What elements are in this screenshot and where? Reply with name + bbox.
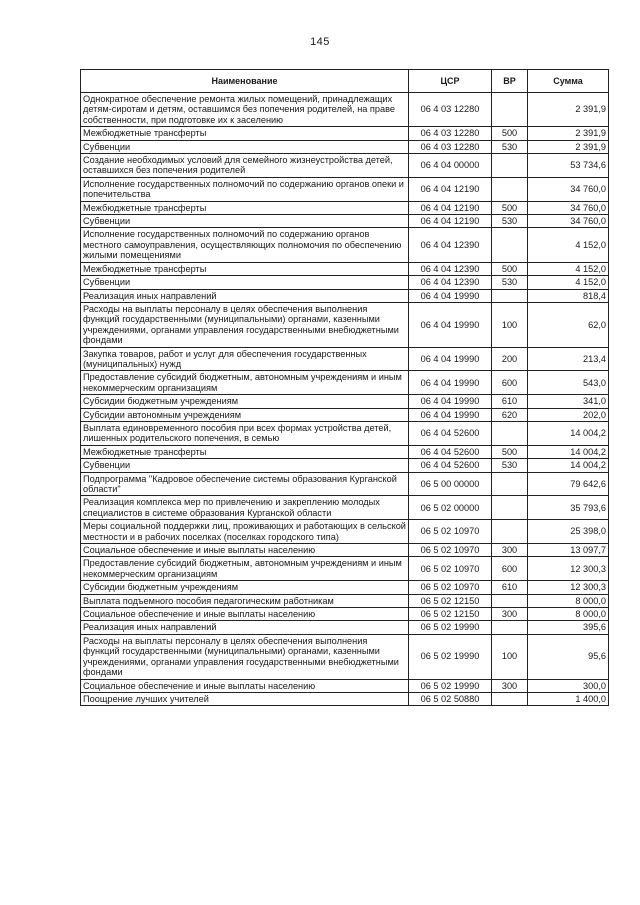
cell-name: Межбюджетные трансферты (81, 262, 409, 275)
cell-sum: 4 152,0 (528, 228, 609, 262)
table-row (81, 177, 609, 201)
table-row (81, 408, 609, 421)
cell-sum: 35 793,6 (528, 496, 609, 520)
table-row (81, 459, 609, 472)
table-row (81, 472, 609, 496)
cell-vr (492, 692, 528, 705)
cell-csr: 06 4 04 19990 (409, 371, 492, 395)
table-row (81, 621, 609, 634)
header-name: Наименование (81, 70, 409, 93)
cell-name: Реализация иных направлений (81, 621, 409, 634)
cell-vr (492, 154, 528, 178)
cell-sum: 14 004,2 (528, 421, 609, 445)
cell-sum: 34 760,0 (528, 215, 609, 228)
cell-csr: 06 4 04 12390 (409, 262, 492, 275)
cell-csr: 06 4 04 19990 (409, 289, 492, 302)
cell-sum: 2 391,9 (528, 140, 609, 153)
cell-name: Субвенции (81, 276, 409, 289)
cell-sum: 25 398,0 (528, 520, 609, 544)
cell-vr: 530 (492, 459, 528, 472)
cell-csr: 06 5 02 19990 (409, 679, 492, 692)
cell-sum: 34 760,0 (528, 177, 609, 201)
cell-name: Субсидии бюджетным учреждениям (81, 395, 409, 408)
cell-vr: 100 (492, 302, 528, 347)
cell-vr: 600 (492, 557, 528, 581)
cell-csr: 06 4 04 12190 (409, 201, 492, 214)
cell-sum: 8 000,0 (528, 608, 609, 621)
cell-vr: 610 (492, 581, 528, 594)
cell-vr (492, 177, 528, 201)
table-row (81, 371, 609, 395)
cell-vr: 300 (492, 608, 528, 621)
table-row (81, 544, 609, 557)
cell-csr: 06 5 02 12150 (409, 594, 492, 607)
cell-name: Субсидии автономным учреждениям (81, 408, 409, 421)
cell-name: Реализация комплекса мер по привлечению и закреплению молодых специалистов в системе образования Курганской области (81, 496, 409, 520)
table-row (81, 276, 609, 289)
cell-vr: 500 (492, 127, 528, 140)
table-row (81, 496, 609, 520)
cell-sum: 1 400,0 (528, 692, 609, 705)
cell-name: Предоставление субсидий бюджетным, автономным учреждениям и иным некоммерческим организациям (81, 557, 409, 581)
cell-csr: 06 4 04 19990 (409, 302, 492, 347)
cell-sum: 2 391,9 (528, 127, 609, 140)
cell-vr: 610 (492, 395, 528, 408)
cell-name: Субвенции (81, 215, 409, 228)
cell-vr: 200 (492, 347, 528, 371)
cell-vr: 530 (492, 276, 528, 289)
cell-csr: 06 4 03 12280 (409, 127, 492, 140)
cell-sum: 14 004,2 (528, 459, 609, 472)
cell-csr: 06 4 04 19990 (409, 408, 492, 421)
cell-name: Однократное обеспечение ремонта жилых помещений, принадлежащих детям-сиротам и детям, оставшимся без попечения родителей, на праве собственности, при подготовке их к заселению (81, 93, 409, 127)
cell-sum: 14 004,2 (528, 445, 609, 458)
table-row (81, 140, 609, 153)
cell-vr: 100 (492, 634, 528, 679)
cell-sum: 79 642,6 (528, 472, 609, 496)
cell-vr (492, 289, 528, 302)
cell-vr (492, 520, 528, 544)
table-row (81, 634, 609, 679)
table-row (81, 421, 609, 445)
cell-csr: 06 4 04 12390 (409, 276, 492, 289)
cell-vr: 530 (492, 140, 528, 153)
cell-vr (492, 621, 528, 634)
cell-name: Социальное обеспечение и иные выплаты населению (81, 544, 409, 557)
cell-vr (492, 496, 528, 520)
cell-vr: 300 (492, 679, 528, 692)
cell-name: Закупка товаров, работ и услуг для обеспечения государственных (муниципальных) нужд (81, 347, 409, 371)
table-row (81, 302, 609, 347)
cell-vr: 530 (492, 215, 528, 228)
cell-name: Расходы на выплаты персоналу в целях обеспечения выполнения функций государственными (муниципальными) органами, казенными учреждениями, органами управления государственными внебюджетными фондами (81, 634, 409, 679)
cell-vr: 500 (492, 445, 528, 458)
cell-name: Исполнение государственных полномочий по содержанию органов опеки и попечительства (81, 177, 409, 201)
cell-csr: 06 5 02 50880 (409, 692, 492, 705)
cell-vr: 600 (492, 371, 528, 395)
cell-csr: 06 5 02 19990 (409, 634, 492, 679)
cell-vr (492, 421, 528, 445)
cell-sum: 12 300,3 (528, 557, 609, 581)
cell-sum: 95,6 (528, 634, 609, 679)
cell-name: Субвенции (81, 459, 409, 472)
cell-csr: 06 5 02 10970 (409, 520, 492, 544)
cell-vr: 500 (492, 262, 528, 275)
table-row (81, 445, 609, 458)
table-row (81, 201, 609, 214)
cell-csr: 06 5 02 10970 (409, 557, 492, 581)
cell-sum: 53 734,6 (528, 154, 609, 178)
cell-sum: 202,0 (528, 408, 609, 421)
cell-csr: 06 4 04 19990 (409, 347, 492, 371)
table-row (81, 679, 609, 692)
table-row (81, 594, 609, 607)
cell-name: Подпрограмма "Кадровое обеспечение системы образования Курганской области" (81, 472, 409, 496)
table-row (81, 289, 609, 302)
cell-csr: 06 5 02 10970 (409, 581, 492, 594)
budget-table (80, 69, 609, 706)
cell-name: Субвенции (81, 140, 409, 153)
cell-name: Создание необходимых условий для семейного жизнеустройства детей, оставшихся без попечения родителей (81, 154, 409, 178)
cell-csr: 06 4 04 52600 (409, 445, 492, 458)
cell-csr: 06 4 04 12190 (409, 177, 492, 201)
page-number: 145 (310, 36, 330, 48)
cell-csr: 06 5 00 00000 (409, 472, 492, 496)
table-row (81, 127, 609, 140)
cell-csr: 06 5 02 19990 (409, 621, 492, 634)
cell-name: Межбюджетные трансферты (81, 201, 409, 214)
cell-csr: 06 4 04 12390 (409, 228, 492, 262)
cell-name: Субсидии бюджетным учреждениям (81, 581, 409, 594)
cell-csr: 06 5 02 10970 (409, 544, 492, 557)
table-row (81, 93, 609, 127)
cell-name: Выплата подъемного пособия педагогическим работникам (81, 594, 409, 607)
table-row (81, 262, 609, 275)
cell-sum: 818,4 (528, 289, 609, 302)
cell-vr (492, 594, 528, 607)
cell-sum: 395,6 (528, 621, 609, 634)
cell-vr: 620 (492, 408, 528, 421)
cell-sum: 4 152,0 (528, 262, 609, 275)
cell-sum: 2 391,9 (528, 93, 609, 127)
table-row (81, 692, 609, 705)
cell-csr: 06 4 04 12190 (409, 215, 492, 228)
cell-name: Исполнение государственных полномочий по содержанию органов местного самоуправления, осуществляющих полномочия по обеспечению жилыми помещениями (81, 228, 409, 262)
table-header-row (81, 70, 609, 93)
cell-name: Поощрение лучших учителей (81, 692, 409, 705)
table-row (81, 347, 609, 371)
cell-name: Межбюджетные трансферты (81, 127, 409, 140)
cell-name: Межбюджетные трансферты (81, 445, 409, 458)
cell-csr: 06 4 03 12280 (409, 93, 492, 127)
cell-csr: 06 5 02 00000 (409, 496, 492, 520)
header-csr: ЦСР (409, 70, 492, 93)
table-row (81, 608, 609, 621)
cell-sum: 34 760,0 (528, 201, 609, 214)
cell-csr: 06 4 04 52600 (409, 459, 492, 472)
cell-name: Меры социальной поддержки лиц, проживающих и работающих в сельской местности и в рабочих поселках (поселках городского типа) (81, 520, 409, 544)
cell-csr: 06 4 04 52600 (409, 421, 492, 445)
cell-name: Выплата единовременного пособия при всех формах устройства детей, лишенных родительского попечения, в семью (81, 421, 409, 445)
cell-csr: 06 4 03 12280 (409, 140, 492, 153)
cell-vr (492, 228, 528, 262)
header-sum: Сумма (528, 70, 609, 93)
cell-vr (492, 93, 528, 127)
cell-sum: 12 300,3 (528, 581, 609, 594)
table-row (81, 215, 609, 228)
cell-vr (492, 472, 528, 496)
table-row (81, 228, 609, 262)
table-row (81, 581, 609, 594)
cell-csr: 06 4 04 00000 (409, 154, 492, 178)
cell-sum: 341,0 (528, 395, 609, 408)
cell-sum: 8 000,0 (528, 594, 609, 607)
cell-name: Расходы на выплаты персоналу в целях обеспечения выполнения функций государственными (муниципальными) органами, казенными учреждениями, органами управления государственными внебюджетными фондами (81, 302, 409, 347)
cell-name: Предоставление субсидий бюджетным, автономным учреждениям и иным некоммерческим организациям (81, 371, 409, 395)
table-row (81, 154, 609, 178)
header-vr: ВР (492, 70, 528, 93)
cell-csr: 06 4 04 19990 (409, 395, 492, 408)
table-row (81, 557, 609, 581)
cell-sum: 300,0 (528, 679, 609, 692)
cell-sum: 213,4 (528, 347, 609, 371)
cell-vr: 300 (492, 544, 528, 557)
table-body (81, 93, 609, 706)
cell-name: Социальное обеспечение и иные выплаты населению (81, 608, 409, 621)
cell-name: Социальное обеспечение и иные выплаты населению (81, 679, 409, 692)
table-row (81, 520, 609, 544)
cell-sum: 13 097,7 (528, 544, 609, 557)
cell-vr: 500 (492, 201, 528, 214)
cell-csr: 06 5 02 12150 (409, 608, 492, 621)
cell-sum: 62,0 (528, 302, 609, 347)
cell-sum: 543,0 (528, 371, 609, 395)
cell-name: Реализация иных направлений (81, 289, 409, 302)
cell-sum: 4 152,0 (528, 276, 609, 289)
table-row (81, 395, 609, 408)
